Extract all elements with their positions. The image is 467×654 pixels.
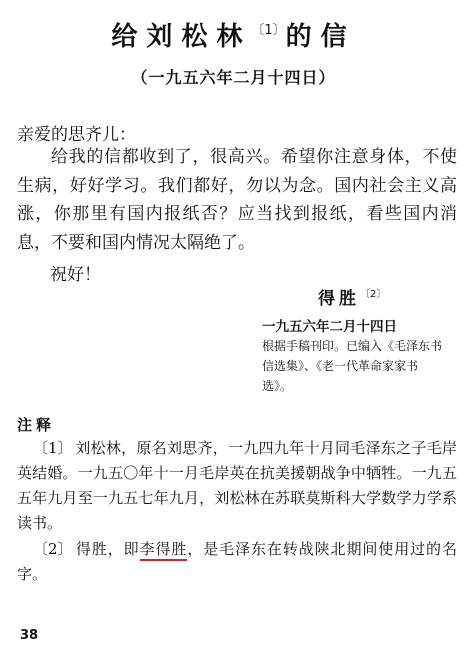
signature-date: 一九五六年二月十四日 <box>262 319 397 335</box>
letter-signature <box>318 284 386 309</box>
letter-closing: 祝好！ <box>50 265 101 285</box>
title-suffix: 的信 <box>285 22 356 52</box>
signature-footnote-ref: 〔2〕 <box>360 289 387 300</box>
source-note: 根据手稿刊印。已编入《毛泽东书信选集》、《老一代革命家家书选》。 <box>262 339 443 393</box>
footnote-2-number: 〔2〕 <box>33 540 73 558</box>
footnote-1 <box>17 436 457 536</box>
notes-heading: 注释 <box>17 416 56 434</box>
letter-body: 给我的信都收到了，很高兴。希望你注意身体，不使生病，好好学习。我们都好，勿以为念。国内社会主义高涨，你那里有国内报纸否？应当找到报纸，看些国内消息，不要和国内情况太隔绝了。 <box>17 147 457 253</box>
footnote-2 <box>17 537 457 587</box>
signature-name: 得胜 <box>318 289 360 309</box>
highlighted-name: 李得胜 <box>140 540 188 561</box>
page-number: 38 <box>20 628 39 643</box>
date-subtitle: （一九五六年二月十四日） <box>131 68 336 87</box>
letter-salutation: 亲爱的思齐儿： <box>17 125 136 145</box>
title-footnote-ref: 〔1〕 <box>251 23 286 38</box>
footnote-2-text-after: ，是毛泽东在转战陕北期间使用过的名字。 <box>17 540 457 583</box>
footnote-1-number: 〔1〕 <box>33 439 73 457</box>
title-text: 给刘松林 <box>111 22 252 52</box>
footnote-2-text-before: 得胜，即 <box>75 540 140 558</box>
page-title <box>0 16 467 53</box>
footnote-1-text: 刘松林，原名刘思齐，一九四九年十月同毛泽东之子毛岸英结婚。一九五〇年十一月毛岸英在抗美援朝战争中牺牲。一九五五年九月至一九五七年九月，刘松林在苏联莫斯科大学数学力学系读书。 <box>17 439 457 532</box>
